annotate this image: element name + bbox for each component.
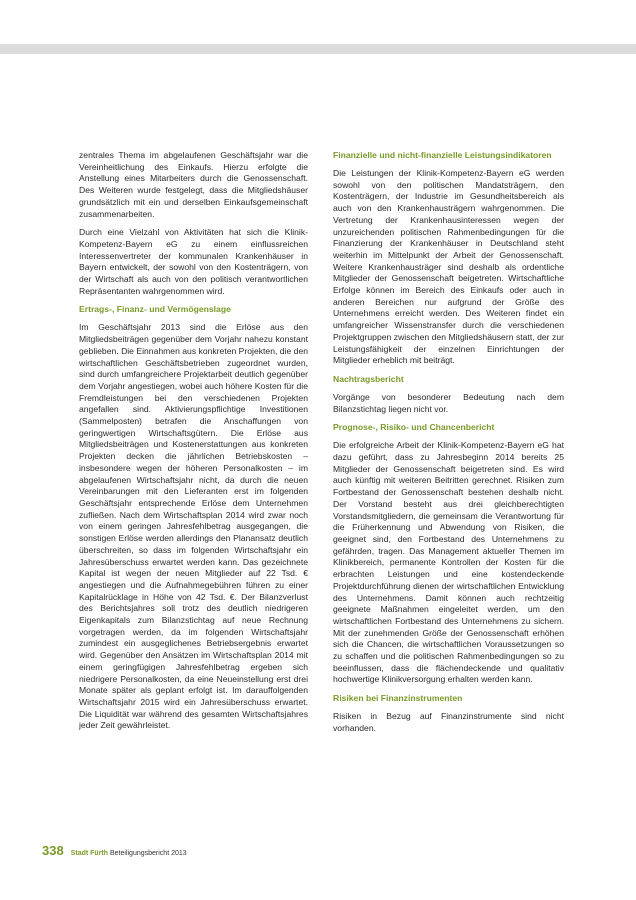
heading-nachtragsbericht: Nachtragsbericht — [333, 373, 404, 384]
right-column — [333, 150, 564, 742]
heading-ertragslage: Ertrags-, Finanz- und Vermögenslage — [79, 304, 231, 315]
heading-leistungsindikatoren: Finanzielle und nicht-finanzielle Leistungsindikatoren — [333, 150, 552, 160]
header-band — [0, 44, 636, 54]
paragraph-leistungsindikatoren: Die Leistungen der Klinik-Kompetenz-Bayern eG werden sowohl von den politischen Mandatsträgern, den Kostenträgern, der Industrie im Gesundheitsbereich als auch von den Krankenhausträgern wahrgenommen. Die Vertretung der Krankenhausinteressen wegen der unzureichenden politischen Rahmenbedingungen für die Finanzierung der Krankenhäuser in Deutschland steht weiterhin im Mittelpunkt der Arbeit der Genossenschaft. Weitere Krankenhausträger sind deshalb als ordentliche Mitglieder der Genossenschaft beigetreten. Wirtschaftliche Erfolge können im Bereich des Einkaufs oder auch in anderen Bereichen nur aufgrund der Größe des Unternehmens erreicht werden. Des Weiteren findet ein umfangreicher Wissenstransfer durch die verschiedenen Projektgruppen zwischen den Mitgliedshäusern statt, der zur Leistungsfähigkeit der einzelnen Einrichtungen der Mitglieder erheblich mit beiträgt. — [333, 168, 564, 366]
footer-brand: Stadt Fürth — [70, 850, 109, 857]
page-footer — [42, 843, 187, 858]
paragraph-finanzinstrumente: Risiken in Bezug auf Finanzinstrumente sind nicht vorhanden. — [333, 711, 564, 733]
footer-caption — [71, 850, 187, 857]
page-number: 338 — [42, 843, 64, 858]
paragraph-einkauf: zentrales Thema im abgelaufenen Geschäftsjahr war die Vereinheitlichung des Einkaufs. Hierzu erfolgte die Anstellung eines Mitarbeiters durch die Genossenschaft. Des Weiteren wurde festgelegt, dass die Mitgliedshäuser grundsätzlich mit ein und derselben Einkaufsgemeinschaft zusammenarbeiten. — [79, 150, 308, 219]
heading-prognosebericht: Prognose-, Risiko- und Chancenbericht — [333, 422, 495, 433]
paragraph-ertragslage: Im Geschäftsjahr 2013 sind die Erlöse aus den Mitgliedsbeiträgen gegenüber dem Vorjahr nahezu konstant geblieben. Die Einnahmen aus konkreten Projekten, die den wirtschaftlichen Geschäftsbetrieben zugeordnet wurden, sind durch umfangreichere Projektarbeit deutlich gegenüber dem Vorjahr angestiegen, wobei auch höhere Kosten für die Fremdleistungen bei den verschiedenen Projekten angefallen sind. Aktivierungspflichtige Investitionen (Sammelposten) betrafen die Anschaffungen von geringwertigen Wirtschaftsgütern. Die Erlöse aus Mitgliedsbeiträgen und Kostenerstattungen aus konkreten Projekten decken die jährlichen Betriebskosten – insbesondere wegen der höheren Personalkosten – im abgelaufenen Wirtschaftsjahr nicht, da durch die neuen Vereinbarungen mit den Lieferanten erst im folgenden Geschäftsjahr entsprechende Erlöse dem Unternehmen zufließen. Nach dem Wirtschaftsplan 2014 wird zwar noch von einem geringen Jahresfehlbetrag ausgegangen, die sonstigen Erlöse werden allerdings den Planansatz deutlich überschreiten, so dass im folgenden Wirtschaftsjahr ein Jahresüberschuss erwartet werden kann. Das gezeichnete Kapital ist wegen der neuen Mitglieder auf 22 Tsd. € angestiegen und die Aufnahmegebühren führen zu einer Kapitalrücklage in Höhe von 42 Tsd. €. Der Bilanzverlust des Berichtsjahres soll trotz des deutlich niedrigeren Eigenkapitals zum Bilanzstichtag auf neue Rechnung vorgetragen werden, da im folgenden Wirtschaftsjahr zumindest ein ausgeglichenes Betriebsergebnis erwartet wird. Gegenüber den Ansätzen im Wirtschaftsplan 2014 mit einem geringfügigen Jahresfehlbetrag ergeben sich niedrigere Personalkosten, da eine Neueinstellung erst drei Monate später als geplant erfolgt ist. Im darauffolgenden Wirtschaftsjahr 2015 wird ein Jahresüberschuss erwartet. Die Liquidität war während des gesamten Wirtschaftsjahres jeder Zeit gewährleistet. — [79, 322, 308, 731]
paragraph-nachtragsbericht: Vorgänge von besonderer Bedeutung nach dem Bilanzstichtag liegen nicht vor. — [333, 391, 564, 414]
left-column — [79, 150, 308, 739]
paragraph-prognosebericht: Die erfolgreiche Arbeit der Klinik-Kompetenz-Bayern eG hat dazu geführt, dass zu Jahresbeginn 2014 bereits 25 Mitglieder der Genossenschaft beigetreten sind. Es wird auch künftig mit weiteren Beitritten gerechnet. Risiken zum Fortbestand der Genossenschaft bestehen deshalb nicht. Der Vorstand besteht aus drei gleichberechtigten Vorstandsmitgliedern, die gemeinsam die Verantwortung für die Früherkennung und Abwendung von Risiken, die geeignet sind, den Fortbestand des Unternehmens zu gefährden, tragen. Das Management aktueller Themen im Klinikbereich, permanente Kontrollen der Kosten für die erbrachten Leistungen und eine kostendeckende Projektdurchführung dienen der wirtschaftlichen Entwicklung des Unternehmens. Damit können auch rechtzeitig geeignete Maßnahmen eingeleitet werden, um den wirtschaftlichen Fortbestand des Unternehmens zu sichern. Mit der zunehmenden Größe der Genossenschaft erhöhen sich die Chancen, die wirtschaftlichen Voraussetzungen so zu schaffen und die politischen Rahmenbedingungen so zu beeinflussen, dass die flächendeckende und qualitativ hochwertige Klinikversorgung erhalten werden kann. — [333, 440, 564, 685]
footer-report-title: Beteiligungsbericht 2013 — [109, 850, 187, 857]
paragraph-aktivitaeten: Durch eine Vielzahl von Aktivitäten hat sich die Klinik-Kompetenz-Bayern eG zu einem einflussreichen Interessenvertreter der kommunalen Krankenhäuser in Bayern entwickelt, der sowohl von den Kostenträgern, von der Wirtschaft als auch von den politisch verantwortlichen Repräsentanten wahrgenommen wird. — [79, 227, 308, 296]
heading-finanzinstrumente: Risiken bei Finanzinstrumenten — [333, 693, 463, 704]
